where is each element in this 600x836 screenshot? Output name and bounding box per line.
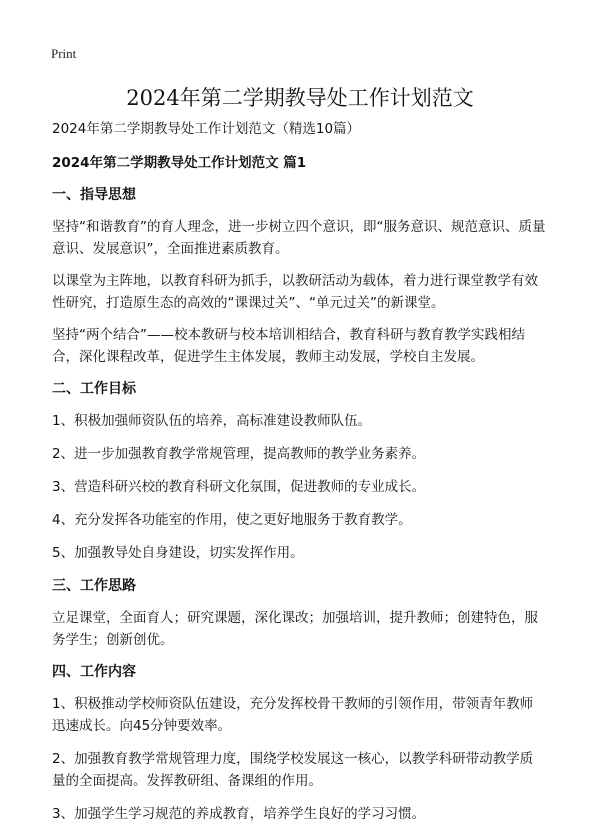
print-label[interactable]: Print xyxy=(51,46,77,61)
list-item: 4、充分发挥各功能室的作用，使之更好地服务于教育教学。 xyxy=(52,512,412,528)
paragraph: 立足课堂，全面育人；研究课题，深化课改；加强培训，提升教师；创建特色，服务学生；创新创优。 xyxy=(52,610,538,648)
paragraph: 坚持“两个结合”——校本教研与校本培训相结合，教育科研与教育教学实践相结合，深化课程改革，促进学生主体发展，教师主动发展，学校自主发展。 xyxy=(52,327,525,365)
list-item: 5、加强教导处自身建设，切实发挥作用。 xyxy=(52,545,304,561)
paragraph: 以课堂为主阵地，以教育科研为抓手，以教研活动为载体，着力进行课堂教学有效性研究，打造原生态的高效的“课课过关”、“单元过关”的新课堂。 xyxy=(52,273,538,311)
section-heading-guiding-ideology: 一、指导思想 xyxy=(52,187,136,203)
document-subtitle: 2024年第二学期教导处工作计划范文（精选10篇） xyxy=(52,121,361,137)
document-body xyxy=(52,118,546,836)
list-item: 3、加强学生学习规范的养成教育，培养学生良好的学习习惯。 xyxy=(52,806,426,822)
list-item: 1、积极推动学校师资队伍建设，充分发挥校骨干教师的引领作用，带领青年教师迅速成长。向45分钟要效率。 xyxy=(52,696,534,734)
paragraph: 坚持“和谐教育”的育人理念，进一步树立四个意识，即“服务意识、规范意识、质量意识、发展意识”，全面推进素质教育。 xyxy=(52,219,546,257)
section-heading-work-goals: 二、工作目标 xyxy=(52,381,136,397)
document-title: 2024年第二学期教导处工作计划范文 xyxy=(126,86,474,110)
list-item: 2、进一步加强教育教学常规管理，提高教师的教学业务素养。 xyxy=(52,446,426,462)
article-heading: 2024年第二学期教导处工作计划范文 篇1 xyxy=(52,155,307,171)
section-heading-work-content: 四、工作内容 xyxy=(52,664,136,680)
list-item: 2、加强教育教学常规管理力度，围绕学校发展这一核心，以教学科研带动教学质量的全面提高。发挥教研组、备课组的作用。 xyxy=(52,751,534,789)
list-item: 1、积极加强师资队伍的培养，高标准建设教师队伍。 xyxy=(52,413,372,429)
list-item: 3、营造科研兴校的教育科研文化氛围，促进教师的专业成长。 xyxy=(52,479,426,495)
section-heading-work-approach: 三、工作思路 xyxy=(52,578,136,594)
